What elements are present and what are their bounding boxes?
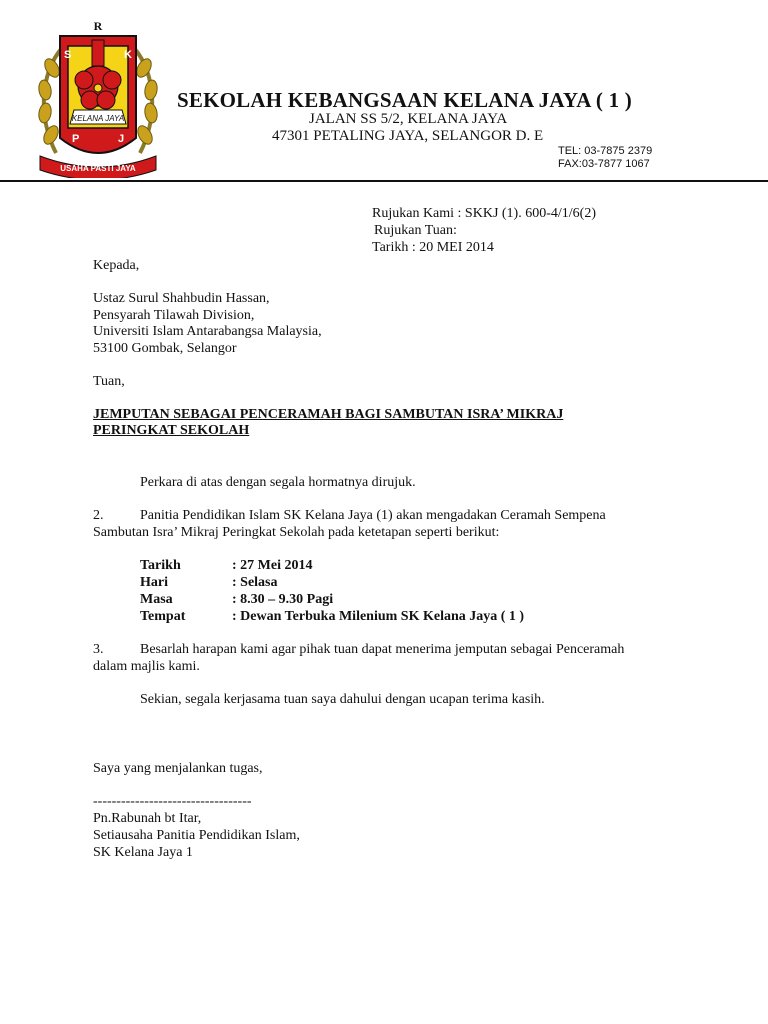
paragraph-2-line-1: Panitia Pendidikan Islam SK Kelana Jaya (1) akan mengadakan Ceramah Sempena	[140, 508, 606, 523]
your-reference: Rujukan Tuan:	[374, 223, 457, 238]
logo-letter-k: K	[124, 49, 132, 61]
letterhead-divider	[0, 180, 768, 182]
logo-letter-s: S	[64, 49, 72, 61]
school-name: SEKOLAH KEBANGSAAN KELANA JAYA ( 1 )	[177, 88, 632, 112]
subject-line-2: PERINGKAT SEKOLAH	[93, 423, 250, 438]
detail-label: Masa	[140, 592, 173, 607]
school-crest-logo	[34, 18, 162, 178]
subject-line-1: JEMPUTAN SEBAGAI PENCERAMAH BAGI SAMBUTAN ISRA’ MIKRAJ	[93, 407, 564, 422]
wreath-left	[37, 48, 62, 153]
letter-subject	[93, 407, 563, 439]
detail-row-venue	[140, 608, 524, 625]
fax-number: FAX:03-7877 1067	[558, 158, 650, 170]
logo-letter-p: P	[72, 133, 80, 145]
paragraph-2-number: 2.	[93, 508, 104, 523]
closing-duty-line: Saya yang menjalankan tugas,	[93, 761, 263, 776]
address-line-1: JALAN SS 5/2, KELANA JAYA	[309, 111, 508, 127]
paragraph-3-line-1: Besarlah harapan kami agar pihak tuan dapat menerima jemputan sebagai Penceramah	[140, 642, 625, 657]
signatory-organization: SK Kelana Jaya 1	[93, 845, 193, 860]
address-line-2: 47301 PETALING JAYA, SELANGOR D. E	[272, 128, 544, 144]
paragraph-3-line-2: dalam majlis kami.	[93, 659, 200, 674]
paragraph-3-number: 3.	[93, 642, 104, 657]
detail-label: Tarikh	[140, 558, 181, 573]
our-reference: Rujukan Kami : SKKJ (1). 600-4/1/6(2)	[372, 206, 596, 221]
signature-line: ----------------------------------	[93, 794, 252, 809]
wreath-right	[134, 48, 159, 153]
paragraph-1: Perkara di atas dengan segala hormatnya dirujuk.	[140, 475, 416, 490]
logo-letter-j: J	[118, 133, 125, 145]
telephone-number: TEL: 03-7875 2379	[558, 145, 653, 157]
recipient-line: Pensyarah Tilawah Division,	[93, 308, 255, 323]
detail-label: Tempat	[140, 609, 186, 624]
logo-letter-r: R	[93, 19, 103, 33]
detail-row-date	[140, 557, 312, 574]
detail-value: : 27 Mei 2014	[232, 558, 313, 573]
paragraph-4: Sekian, segala kerjasama tuan saya dahului dengan ucapan terima kasih.	[140, 692, 545, 707]
recipient-line: Universiti Islam Antarabangsa Malaysia,	[93, 324, 322, 339]
recipient-line: 53100 Gombak, Selangor	[93, 341, 237, 356]
detail-label: Hari	[140, 575, 168, 590]
recipient-to: Kepada,	[93, 258, 140, 273]
greeting: Tuan,	[93, 374, 125, 389]
paragraph-2-line-2: Sambutan Isra’ Mikraj Peringkat Sekolah pada ketetapan seperti berikut:	[93, 525, 500, 540]
logo-ribbon-text: KELANA JAYA	[71, 114, 125, 123]
detail-value: : Selasa	[232, 575, 278, 590]
signatory-title: Setiausaha Panitia Pendidikan Islam,	[93, 828, 300, 843]
logo-motto: USAHA PASTI JAYA	[60, 164, 136, 173]
letter-date: Tarikh : 20 MEI 2014	[372, 240, 494, 255]
signatory-name: Pn.Rabunah bt Itar,	[93, 811, 202, 826]
detail-row-day	[140, 574, 278, 591]
detail-value: : 8.30 – 9.30 Pagi	[232, 592, 334, 607]
recipient-line: Ustaz Surul Shahbudin Hassan,	[93, 291, 270, 306]
detail-row-time	[140, 591, 333, 608]
detail-value: : Dewan Terbuka Milenium SK Kelana Jaya ( 1 )	[232, 609, 525, 624]
